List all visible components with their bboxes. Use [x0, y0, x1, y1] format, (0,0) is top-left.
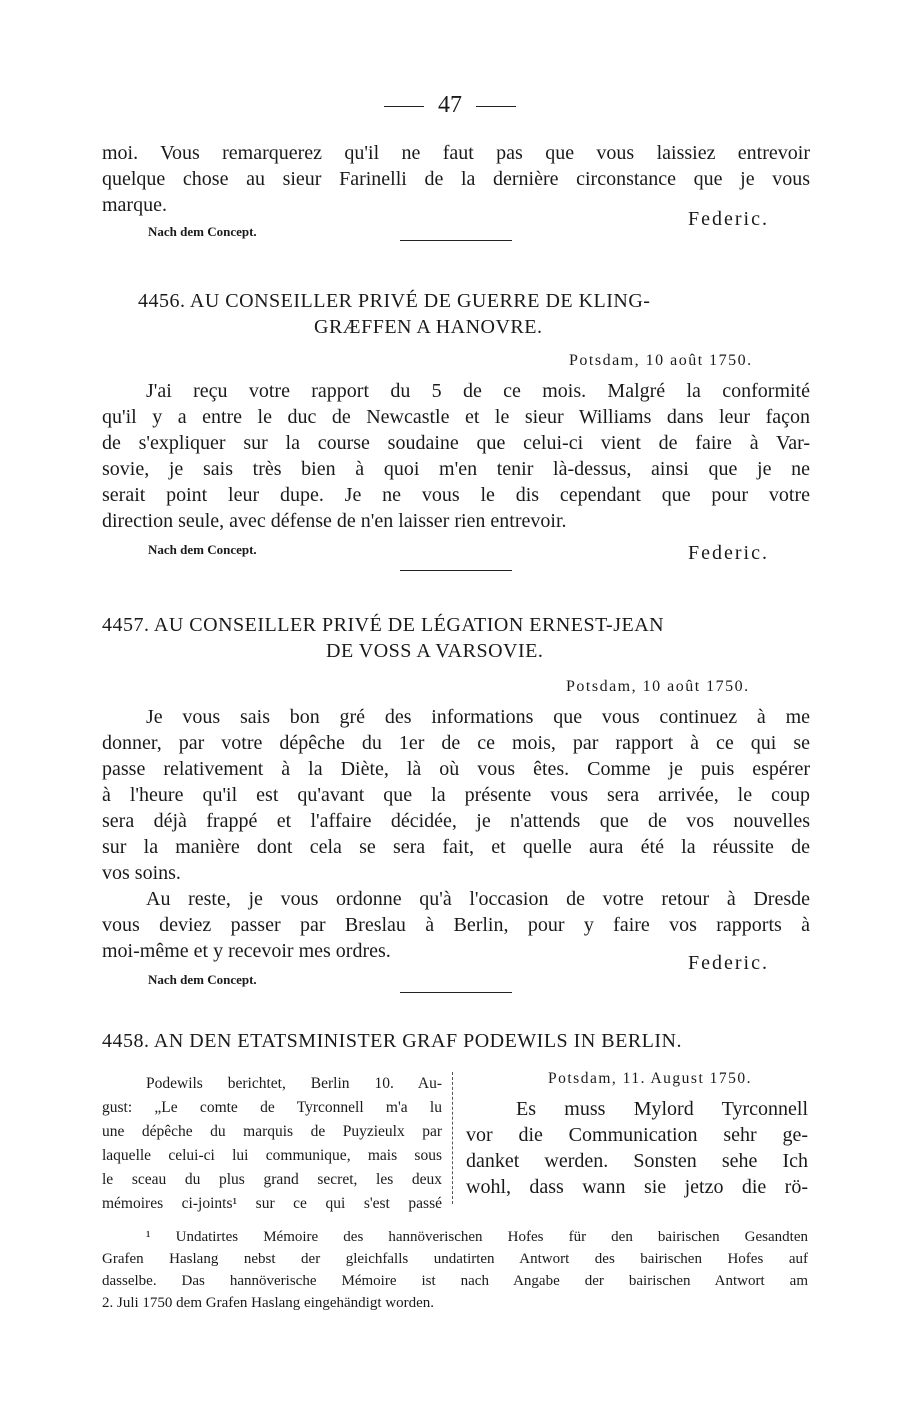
summary-line: [102, 1072, 442, 1096]
letter-title-cont: DE VOSS A VARSOVIE.: [326, 640, 544, 662]
body-line: [102, 886, 810, 912]
body-line: vos soins.: [102, 862, 181, 884]
body-line: qu'il y a entre le duc de Newcastle et le sieur Williams dans leur façon: [102, 406, 810, 428]
page-header: [0, 92, 900, 119]
page-number: 47: [438, 92, 462, 118]
body-line: moi-même et y recevoir mes ordres.: [102, 940, 391, 962]
signature: Federic.: [688, 208, 769, 230]
column-divider: [452, 1072, 453, 1204]
footnote-line: [102, 1226, 808, 1248]
body-line: [466, 1096, 808, 1122]
place-date: Potsdam, 11. August 1750.: [548, 1070, 752, 1087]
letter-title-cont: GRÆFFEN A HANOVRE.: [314, 316, 543, 338]
body-line: [102, 378, 810, 404]
body-line: à l'heure qu'il est qu'avant que la présente vous sera arrivée, le coup: [102, 784, 810, 806]
body-line: passe relativement à la Diète, là où vous êtes. Comme je puis espérer: [102, 758, 810, 780]
body-line-text: Je vous sais bon gré des informations que vous continuez à me: [146, 706, 810, 728]
section-separator: [400, 992, 512, 993]
continuation-line: quelque chose au sieur Farinelli de la dernière circonstance que je vous: [102, 168, 810, 190]
signature: Federic.: [688, 952, 769, 974]
body-line: de s'expliquer sur la course soudaine que celui-ci vient de faire à Var-: [102, 432, 810, 454]
body-line: vous deviez passer par Breslau à Berlin, pour y faire vos rapports à: [102, 914, 810, 936]
source-note: Nach dem Concept.: [148, 542, 257, 557]
header-rule-left: [384, 106, 424, 107]
footnote-line: Grafen Haslang nebst der gleichfalls undatirten Antwort des bairischen Hofes auf: [102, 1251, 808, 1267]
body-line: danket werden. Sonsten sehe Ich: [466, 1150, 808, 1172]
place-date: Potsdam, 10 août 1750.: [569, 352, 753, 369]
body-line: serait point leur dupe. Je ne vous le dis cependant que pour votre: [102, 484, 810, 506]
summary-line-text: Podewils berichtet, Berlin 10. Au-: [146, 1075, 442, 1092]
body-line-text: Au reste, je vous ordonne qu'à l'occasion de votre retour à Dresde: [146, 888, 810, 910]
body-line: vor die Communication sehr ge-: [466, 1124, 808, 1146]
body-line: donner, par votre dépêche du 1er de ce mois, par rapport à ce qui se: [102, 732, 810, 754]
place-date: Potsdam, 10 août 1750.: [566, 678, 750, 695]
footnote-line: 2. Juli 1750 dem Grafen Haslang eingehändigt worden.: [102, 1295, 434, 1311]
footnote-text: ¹ Undatirtes Mémoire des hannöverischen Hofes für den bairischen Gesandten: [146, 1229, 808, 1245]
footnote-line: dasselbe. Das hannöverische Mémoire ist nach Angabe der bairischen Antwort am: [102, 1273, 808, 1289]
summary-line: mémoires ci-joints¹ sur ce qui s'est passé: [102, 1195, 442, 1212]
letter-title: 4457. AU CONSEILLER PRIVÉ DE LÉGATION ERNEST-JEAN: [102, 614, 665, 636]
section-separator: [400, 240, 512, 241]
source-note: Nach dem Concept.: [148, 224, 257, 239]
summary-line: le sceau du plus grand secret, les deux: [102, 1171, 442, 1188]
summary-line: une dépêche du marquis de Puyzieulx par: [102, 1123, 442, 1140]
section-separator: [400, 570, 512, 571]
body-line: sur la manière dont cela se sera fait, et quelle aura été la réussite de: [102, 836, 810, 858]
continuation-line: marque.: [102, 194, 167, 216]
body-line: sovie, je sais très bien à quoi m'en tenir là-dessus, ainsi que je ne: [102, 458, 810, 480]
continuation-line: moi. Vous remarquerez qu'il ne faut pas que vous laissiez entrevoir: [102, 142, 810, 164]
header-rule-right: [476, 106, 516, 107]
summary-line: gust: „Le comte de Tyrconnell m'a lu: [102, 1099, 442, 1116]
body-line-text: J'ai reçu votre rapport du 5 de ce mois. Malgré la conformité: [146, 380, 810, 402]
letter-title: 4456. AU CONSEILLER PRIVÉ DE GUERRE DE KLING-: [138, 290, 651, 312]
source-note: Nach dem Concept.: [148, 972, 257, 987]
letter-title: 4458. AN DEN ETATSMINISTER GRAF PODEWILS IN BERLIN.: [102, 1030, 683, 1052]
body-line: [102, 704, 810, 730]
body-line-text: Es muss Mylord Tyrconnell: [516, 1098, 808, 1120]
body-line: wohl, dass wann sie jetzo die rö-: [466, 1176, 808, 1198]
body-line: sera déjà frappé et l'affaire décidée, je n'attends que de vos nouvelles: [102, 810, 810, 832]
summary-line: laquelle celui-ci lui communique, mais sous: [102, 1147, 442, 1164]
body-line: direction seule, avec défense de n'en laisser rien entrevoir.: [102, 510, 567, 532]
signature: Federic.: [688, 542, 769, 564]
